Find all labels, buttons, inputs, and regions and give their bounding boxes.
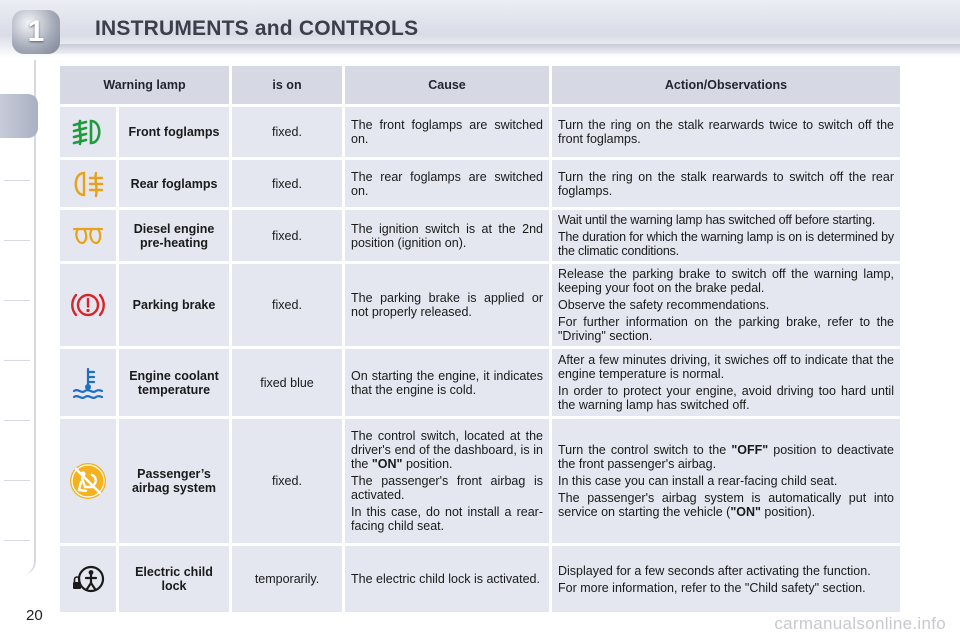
cause-text: position. bbox=[405, 457, 453, 471]
rail-tick bbox=[4, 180, 30, 181]
icon-cell bbox=[60, 107, 116, 157]
lamp-cause: The rear foglamps are switched on. bbox=[345, 160, 549, 207]
lamp-name: Parking brake bbox=[119, 264, 229, 346]
page-number: 20 bbox=[26, 607, 43, 624]
header-is-on: is on bbox=[232, 66, 342, 104]
action-para: Wait until the warning lamp has switched off before starting. bbox=[558, 213, 876, 227]
action-para bbox=[558, 491, 894, 519]
lamp-name: Diesel engine pre-heating bbox=[119, 210, 229, 261]
lamp-is-on: fixed. bbox=[232, 419, 342, 543]
lamp-name: Front foglamps bbox=[119, 107, 229, 157]
table-row bbox=[60, 264, 900, 346]
action-para bbox=[558, 443, 894, 471]
lamp-action: Turn the ring on the stalk rearwards to switch off the rear foglamps. bbox=[552, 160, 900, 207]
cause-para bbox=[351, 429, 543, 471]
front-foglamp-icon bbox=[71, 117, 105, 147]
cause-text: The control switch, located at the driver's end of the dashboard, is in the bbox=[351, 429, 543, 471]
action-para: For further information on the parking brake, refer to the "Driving" section. bbox=[558, 315, 894, 343]
action-text: The passenger's airbag system is automatically put into service on starting the vehicle ( bbox=[558, 491, 894, 519]
action-para: After a few minutes driving, it swiches off to indicate that the engine temperature is normal. bbox=[558, 353, 894, 381]
icon-cell bbox=[60, 160, 116, 207]
chapter-number: 1 bbox=[27, 15, 45, 48]
table-row bbox=[60, 210, 900, 261]
passenger-airbag-off-icon bbox=[67, 460, 109, 502]
cause-keyword-on: "ON" bbox=[371, 457, 403, 471]
icon-cell bbox=[60, 419, 116, 543]
lamp-action bbox=[552, 546, 900, 612]
chapter-side-tab-active[interactable] bbox=[0, 94, 38, 138]
lamp-is-on: fixed. bbox=[232, 210, 342, 261]
action-keyword-on: "ON" bbox=[730, 505, 761, 519]
warning-lamps-table bbox=[57, 63, 903, 615]
lamp-cause: The front foglamps are switched on. bbox=[345, 107, 549, 157]
lamp-name: Engine coolant temperature bbox=[119, 349, 229, 416]
rear-foglamp-icon bbox=[71, 169, 105, 199]
action-text: position to deactivate the front passenger's airbag. bbox=[558, 443, 894, 471]
cause-para: In this case, do not install a rear-facing child seat. bbox=[351, 505, 543, 533]
action-para: In this case you can install a rear-facing child seat. bbox=[558, 474, 838, 488]
action-para: Observe the safety recommendations. bbox=[558, 298, 770, 312]
action-para: Displayed for a few seconds after activating the function. bbox=[558, 563, 871, 578]
action-text: position). bbox=[764, 505, 816, 519]
page-title: INSTRUMENTS and CONTROLS bbox=[95, 17, 419, 40]
rail-tick bbox=[4, 240, 30, 241]
table-row bbox=[60, 160, 900, 207]
lamp-is-on: temporarily. bbox=[232, 546, 342, 612]
lamp-cause: The electric child lock is activated. bbox=[345, 546, 549, 612]
chapter-badge bbox=[12, 10, 60, 54]
lamp-name: Rear foglamps bbox=[119, 160, 229, 207]
lamp-cause: On starting the engine, it indicates that the engine is cold. bbox=[345, 349, 549, 416]
lamp-name: Passenger’s airbag system bbox=[119, 419, 229, 543]
header-cause: Cause bbox=[345, 66, 549, 104]
child-lock-icon bbox=[70, 562, 106, 596]
lamp-is-on: fixed blue bbox=[232, 349, 342, 416]
table-row bbox=[60, 349, 900, 416]
lamp-is-on: fixed. bbox=[232, 264, 342, 346]
rail-tick bbox=[4, 480, 30, 481]
rail-tick bbox=[4, 420, 30, 421]
lamp-is-on: fixed. bbox=[232, 160, 342, 207]
cause-para: The passenger's front airbag is activated. bbox=[351, 474, 543, 502]
icon-cell bbox=[60, 210, 116, 261]
lamp-action: Turn the ring on the stalk rearwards twice to switch off the front foglamps. bbox=[552, 107, 900, 157]
lamp-action bbox=[552, 419, 900, 543]
watermark: carmanualsonline.info bbox=[774, 614, 946, 633]
lamp-action bbox=[552, 210, 900, 261]
lamp-action bbox=[552, 264, 900, 346]
table-row bbox=[60, 546, 900, 612]
lamp-action bbox=[552, 349, 900, 416]
lamp-is-on: fixed. bbox=[232, 107, 342, 157]
lamp-name: Electric child lock bbox=[119, 546, 229, 612]
action-keyword-off: "OFF" bbox=[731, 443, 769, 457]
action-para: In order to protect your engine, avoid driving too hard until the warning lamp has switched off. bbox=[558, 384, 894, 412]
rail-tick bbox=[4, 300, 30, 301]
rail-tick bbox=[4, 540, 30, 541]
header-warning-lamp: Warning lamp bbox=[60, 66, 229, 104]
action-para: For more information, refer to the "Child safety" section. bbox=[558, 580, 866, 595]
table-header-row bbox=[60, 66, 900, 104]
rail-tick bbox=[4, 360, 30, 361]
table-row bbox=[60, 419, 900, 543]
lamp-cause: The ignition switch is at the 2nd position (ignition on). bbox=[345, 210, 549, 261]
header-action: Action/Observations bbox=[552, 66, 900, 104]
diesel-preheating-icon bbox=[71, 225, 105, 247]
icon-cell bbox=[60, 546, 116, 612]
lamp-cause: The parking brake is applied or not properly released. bbox=[345, 264, 549, 346]
icon-cell bbox=[60, 349, 116, 416]
table-row bbox=[60, 107, 900, 157]
action-para: Release the parking brake to switch off the warning lamp, keeping your foot on the brake pedal. bbox=[558, 267, 894, 295]
header-rule bbox=[40, 44, 960, 54]
action-para: The duration for which the warning lamp is on is determined by the climatic conditions. bbox=[558, 230, 894, 258]
parking-brake-icon bbox=[70, 289, 106, 321]
lamp-cause bbox=[345, 419, 549, 543]
action-text: Turn the control switch to the bbox=[558, 443, 727, 457]
coolant-temperature-icon bbox=[71, 366, 105, 400]
icon-cell bbox=[60, 264, 116, 346]
